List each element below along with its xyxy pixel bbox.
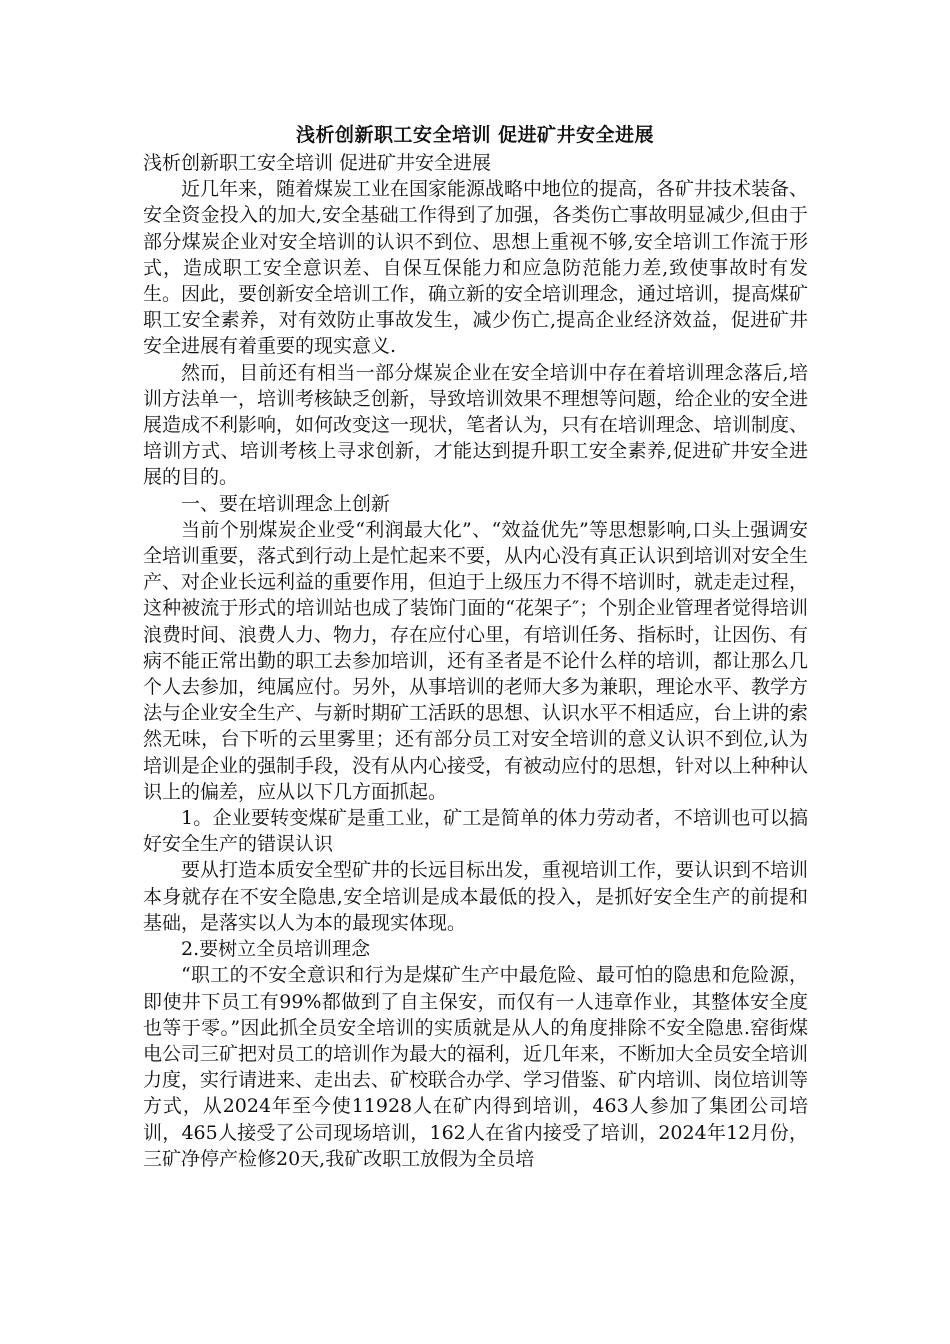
paragraph-subheading-2-body: “职工的不安全意识和行为是煤矿生产中最危险、最可怕的隐患和危险源，即使井下员工有99%都做到了自主保安，而仅有一人违章作业，其整体安全度也等于零。”因此抓全员安全培训的实质就是从人的角度排除不安全隐患.窑街煤电公司三矿把对员工的培训作为最大的福利，近几年来，不断加大全员安全培训力度，实行请进来、走出去、矿校联合办学、学习借鉴、矿内培训、岗位培训等方式，从2024年至今使11928人在矿内得到培训，463人参加了集团公司培训，465人接受了公司现场培训，162人在省内接受了培训，2024年12月份， 三矿净停产检修20天,我矿改职工放假为全员培	[143, 964, 809, 1170]
paragraph-subheading-1-body: 要从打造本质安全型矿井的长远目标出发，重视培训工作，要认识到不培训本身就存在不安全隐患,安全培训是成本最低的投入，是抓好安全生产的前提和基础，是落实以人为本的最现实体现。	[143, 859, 809, 934]
paragraph-intro: 近几年来，随着煤炭工业在国家能源战略中地位的提高，各矿井技术装备、安全资金投入的加大,安全基础工作得到了加强，各类伤亡事故明显减少,但由于部分煤炭企业对安全培训的认识不到位、思想上重视不够,安全培训工作流于形式，造成职工安全意识差、自保互保能力和应急防范能力差,致使事故时有发生。因此，要创新安全培训工作，确立新的安全培训理念，通过培训，提高煤矿职工安全素养，对有效防止事故发生，减少伤亡,提高企业经济效益，促进矿井安全进展有着重要的现实意义.	[143, 178, 809, 358]
section-heading-1: 一、要在培训理念上创新	[181, 492, 391, 515]
paragraph-current-situation: 当前个别煤炭企业受“利润最大化”、“效益优先”等思想影响,口头上强调安全培训重要，落式到行动上是忙起来不要，从内心没有真正认识到培训对安全生产、对企业长远利益的重要作用，但迫于上级压力不得不培训时，就走走过程，这种被流于形式的培训站也成了装饰门面的“花架子″；个别企业管理者觉得培训浪费时间、浪费人力、物力，存在应付心里，有培训任务、指标时，让因伤、有病不能正常出勤的职工去参加培训，还有圣者是不论什么样的培训，都让那么几个人去参加，纯属应付。另外，从事培训的老师大多为兼职，理论水平、教学方法与企业安全生产、与新时期矿工活跃的思想、认识水平不相适应，台上讲的索然无味，台下听的云里雾里；还有部分员工对安全培训的意义认识不到位,认为培训是企业的强制手段，没有从内心接受，有被动应付的思想，针对以上种种认识上的偏差，应从以下几方面抓起。	[143, 518, 809, 803]
subheading-2: 2.要树立全员培训理念	[181, 938, 371, 961]
document-title: 浅析创新职工安全培训 促进矿井安全进展	[295, 124, 655, 146]
document-body	[143, 150, 808, 1172]
document-subtitle: 浅析创新职工安全培训 促进矿井安全进展	[143, 152, 492, 174]
subheading-1: 1。企业要转变煤矿是重工业，矿工是简单的体力劳动者，不培训也可以搞好安全生产的错误认识	[143, 807, 808, 856]
paragraph-problem: 然而，目前还有相当一部分煤炭企业在安全培训中存在着培训理念落后,培训方法单一，培训考核缺乏创新，导致培训效果不理想等问题，给企业的安全进展造成不利影响，如何改变这一现状，笔者认为，只有在培训理念、培训制度、培训方式、培训考核上寻求创新，才能达到提升职工安全素养,促进矿井安全进展的目的。	[143, 361, 809, 489]
